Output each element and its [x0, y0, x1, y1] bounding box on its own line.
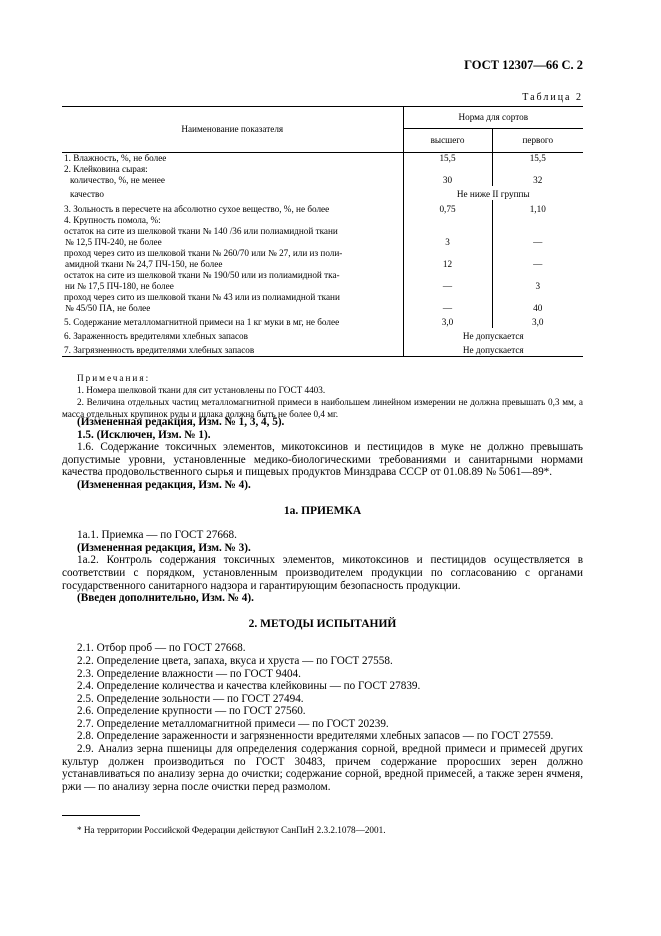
- clause-2-3: 2.3. Определение влажности — по ГОСТ 9404.: [77, 667, 301, 680]
- norms-table: [62, 106, 583, 357]
- table-row: амидной ткани № 24,7 ПЧ-150, не более 12 —: [62, 259, 583, 270]
- note-2: 2. Величина отдельных частиц металломагнитной примеси в наибольшем линейном измерении не должна превышать 0,3 мм, а масса отдельных крупинок руды и шлака должна быть не более 0,4 мг.: [62, 397, 583, 419]
- col-header-norm: Норма для сортов: [403, 107, 583, 129]
- clause-2-7: 2.7. Определение металломагнитной примеси — по ГОСТ 20239.: [77, 717, 389, 730]
- section-heading-1a: 1а. ПРИЕМКА: [283, 504, 362, 517]
- clause-1-6: 1.6. Содержание токсичных элементов, микотоксинов и пестицидов в муке не должно превышать допустимые уровни, установленные медико-биологическими требованиями и санитарными нормами качества продовольственного сырья и пищевых продуктов Минздрава СССР от 01.08.89 № 5061—89*.: [62, 441, 583, 479]
- table-notes: [62, 372, 583, 420]
- clause-2-2: 2.2. Определение цвета, запаха, вкуса и хруста — по ГОСТ 27558.: [77, 654, 393, 667]
- table-row: № 45/50 ПА, не более — 40: [62, 303, 583, 314]
- clause-2-6: 2.6. Определение крупности — по ГОСТ 27560.: [77, 705, 306, 718]
- clause-2-4: 2.4. Определение количества и качества клейковины — по ГОСТ 27839.: [77, 680, 421, 693]
- table-row: 2. Клейковина сырая:: [62, 164, 583, 175]
- document-body: [62, 416, 583, 793]
- clause-2-8: 2.8. Определение зараженности и загрязненности вредителями хлебных запасов — по ГОСТ 27559.: [77, 730, 554, 743]
- clause-1a-2: 1а.2. Контроль содержания токсичных элементов, микотоксинов и пестицидов осуществляется в соответствии с порядком, установленным производителем продукции по согласованию с органами государственного санитарного надзора и гарантирующим безопасность продукции.: [62, 554, 583, 592]
- table-row: остаток на сите из шелковой ткани № 190/50 или из полиамидной тка-: [62, 270, 583, 281]
- table-row: 7. Загрязненность вредителями хлебных запасов Не допускается: [62, 342, 583, 356]
- table-row: 6. Зараженность вредителями хлебных запасов Не допускается: [62, 328, 583, 342]
- note-1: 1. Номера шелковой ткани для сит установлены по ГОСТ 4403.: [77, 385, 326, 395]
- table-row: 3. Зольность в пересчете на абсолютно сухое вещество, %, не более 0,75 1,10: [62, 200, 583, 215]
- table-row: проход через сито из шелковой ткани № 260/70 или № 27, или из поли-: [62, 248, 583, 259]
- table-row: ни № 17,5 ПЧ-180, не более — 3: [62, 281, 583, 292]
- table-row: проход через сито из шелковой ткани № 43 или из полиамидной ткани: [62, 292, 583, 303]
- clause-2-5: 2.5. Определение зольности — по ГОСТ 27494.: [77, 692, 304, 705]
- amendment-note: (Измененная редакция, Изм. № 3).: [77, 541, 251, 554]
- amendment-note: (Введен дополнительно, Изм. № 4).: [77, 592, 254, 605]
- section-heading-2: 2. МЕТОДЫ ИСПЫТАНИЙ: [248, 617, 397, 630]
- table-row: 4. Крупность помола, %:: [62, 215, 583, 226]
- amendment-note: (Измененная редакция, Изм. № 4).: [77, 478, 251, 491]
- clause-2-1: 2.1. Отбор проб — по ГОСТ 27668.: [77, 642, 246, 655]
- table-row: 1. Влажность, %, не более 15,5 15,5: [62, 153, 583, 165]
- table-row: 5. Содержание металломагнитной примеси на 1 кг муки в мг, не более 3,0 3,0: [62, 314, 583, 328]
- table-row: № 12,5 ПЧ-240, не более 3 —: [62, 237, 583, 248]
- notes-title: Примечания:: [77, 373, 151, 383]
- clause-2-9: 2.9. Анализ зерна пшеницы для определения содержания сорной, вредной примеси и примесей других культур должен производиться по ГОСТ 30483, причем содержание проросших зерен должно устанавливаться по анализу зерна до очистки; содержание сорной, вредной примесей, а также зерен ячменя, ржи — по анализу зерна после очистки перед размолом.: [62, 743, 583, 793]
- amendment-note: (Измененная редакция, Изм. № 1, 3, 4, 5).: [77, 416, 285, 428]
- col-header-high: высшего: [403, 129, 492, 153]
- footnote: * На территории Российской Федерации действуют СанПиН 2.3.2.1078—2001.: [77, 825, 386, 835]
- col-header-name: Наименование показателя: [62, 107, 403, 153]
- table-row: количество, %, не менее 30 32: [62, 175, 583, 186]
- page-header: ГОСТ 12307—66 С. 2: [464, 58, 583, 72]
- table-row: качество Не ниже II группы: [62, 186, 583, 200]
- footnote-divider: [62, 815, 140, 816]
- clause-1-5: 1.5. (Исключен, Изм. № 1).: [77, 428, 211, 441]
- col-header-first: первого: [492, 129, 583, 153]
- clause-1a-1: 1а.1. Приемка — по ГОСТ 27668.: [77, 529, 237, 542]
- table-row: остаток на сите из шелковой ткани № 140 /36 или полиамидной ткани: [62, 226, 583, 237]
- table-label: Таблица 2: [522, 92, 583, 103]
